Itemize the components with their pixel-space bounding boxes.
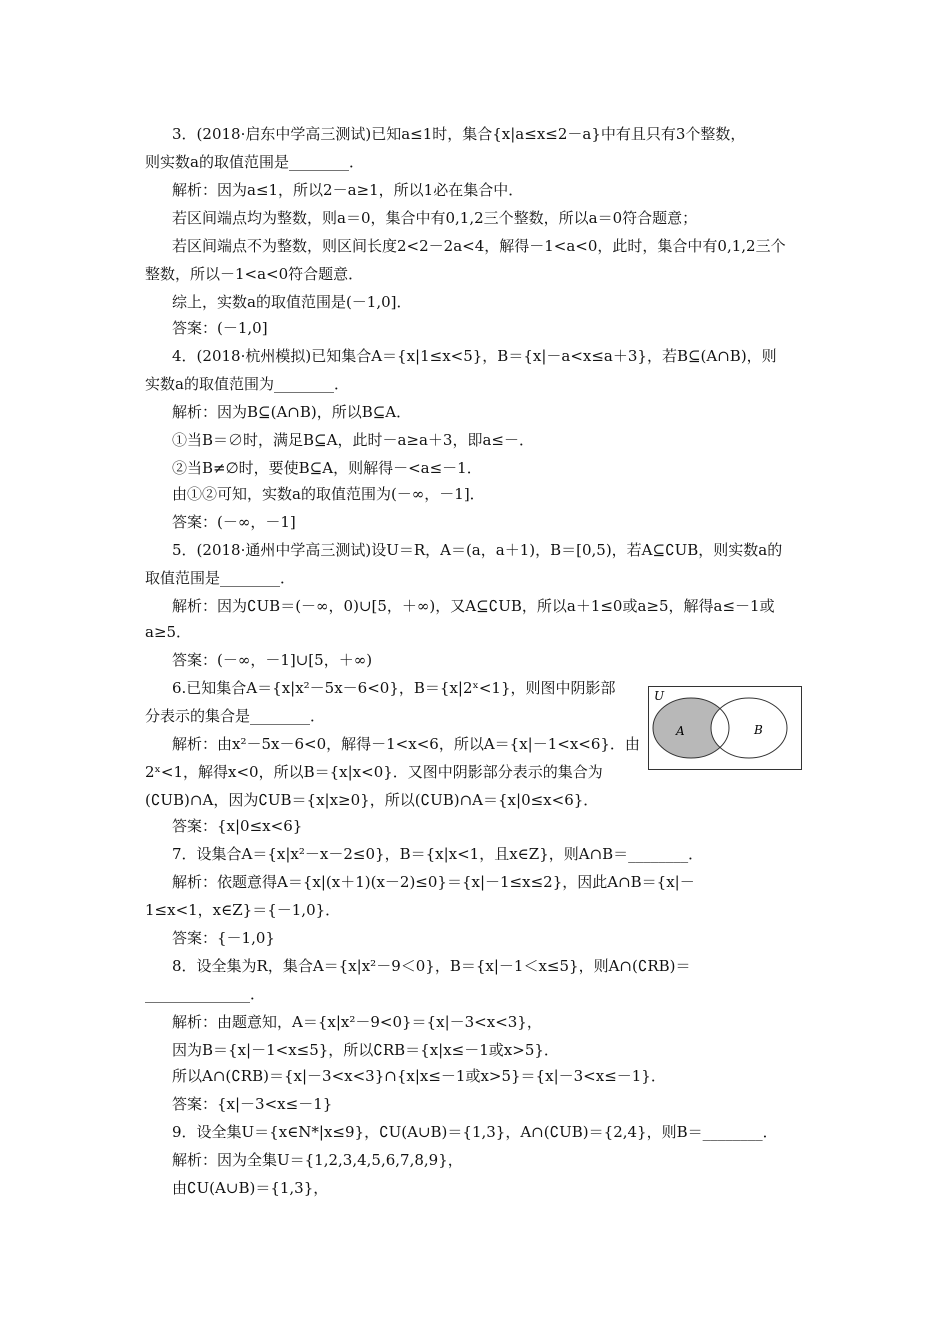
text-line: 解析：因为B⊆(A∩B)，所以B⊆A． <box>172 403 412 421</box>
text-line: 2ˣ<1，解得x<0，所以B＝{x|x<0}．又图中阴影部分表示的集合为 <box>145 763 603 781</box>
text-line: 若区间端点均为整数，则a＝0，集合中有0,1,2三个整数，所以a＝0符合题意； <box>172 209 698 227</box>
text-line: 答案：{x|0≤x<6} <box>172 817 303 835</box>
text-line: 整数，所以－1<a<0符合题意． <box>145 265 364 283</box>
text-line: ______________． <box>145 985 266 1003</box>
text-line: 取值范围是________． <box>145 569 296 587</box>
set-a-label: A <box>676 724 685 738</box>
text-line: ②当B≠∅时，要使B⊆A，则解得－<a≤－1． <box>172 459 482 477</box>
text-line: 解析：由x²－5x－6<0，解得－1<x<6，所以A＝{x|－1<x<6}．由 <box>172 735 640 753</box>
text-line: ①当B＝∅时，满足B⊆A，此时－a≥a＋3，即a≤－． <box>172 431 534 449</box>
text-line: 4．(2018·杭州模拟)已知集合A＝{x|1≤x<5}，B＝{x|－a<x≤a＋3}，若B⊆(A∩B)，则 <box>172 347 777 365</box>
text-line: 则实数a的取值范围是________． <box>145 153 364 171</box>
text-line: 综上，实数a的取值范围是(－1,0]． <box>172 293 412 311</box>
text-line: 6.已知集合A＝{x|x²－5x－6<0}，B＝{x|2ˣ<1}，则图中阴影部 <box>172 679 616 697</box>
text-line: 9．设全集U＝{x∈N*|x≤9}，∁U(A∪B)＝{1,3}，A∩(∁UB)＝{2,4}，则B＝________． <box>172 1123 778 1141</box>
text-line: 若区间端点不为整数，则区间长度2<2－2a<4，解得－1<a<0，此时，集合中有0,1,2三个 <box>172 237 786 255</box>
venn-diagram <box>648 686 802 770</box>
text-line: 答案：{x|－3<x≤－1} <box>172 1095 333 1113</box>
text-line: 由①②可知，实数a的取值范围为(－∞，－1]． <box>172 485 485 503</box>
text-line: 答案：{－1,0} <box>172 929 275 947</box>
text-line: 实数a的取值范围为________． <box>145 375 349 393</box>
text-line: 解析：因为∁UB＝(－∞，0)∪[5，＋∞)，又A⊆∁UB，所以a＋1≤0或a≥5，解得a≤－1或 <box>172 597 775 615</box>
text-line: 3．(2018·启东中学高三测试)已知a≤1时，集合{x|a≤x≤2－a}中有且只有3个整数， <box>172 125 746 143</box>
text-line: 解析：因为a≤1，所以2－a≥1，所以1必在集合中． <box>172 181 524 199</box>
text-line: 解析：因为全集U＝{1,2,3,4,5,6,7,8,9}， <box>172 1151 463 1169</box>
text-line: 7．设集合A＝{x|x²－x－2≤0}，B＝{x|x<1，且x∈Z}，则A∩B＝________． <box>172 845 704 863</box>
text-line: 1≤x<1，x∈Z}＝{－1,0}． <box>145 901 341 919</box>
text-line: 答案：(－∞，－1] <box>172 513 296 531</box>
text-line: 因为B＝{x|－1<x≤5}，所以∁RB＝{x|x≤－1或x>5}． <box>172 1041 559 1059</box>
text-line: (∁UB)∩A，因为∁UB＝{x|x≥0}，所以(∁UB)∩A＝{x|0≤x<6}． <box>145 791 599 809</box>
text-line: 分表示的集合是________． <box>145 707 326 725</box>
text-line: 由∁U(A∪B)＝{1,3}， <box>172 1179 329 1197</box>
text-line: 所以A∩(∁RB)＝{x|－3<x<3}∩{x|x≤－1或x>5}＝{x|－3<x≤－1}． <box>172 1067 666 1085</box>
text-line: 答案：(－∞，－1]∪[5，＋∞) <box>172 651 373 669</box>
universe-label: U <box>654 689 665 703</box>
text-line: 5．(2018·通州中学高三测试)设U＝R，A＝(a，a＋1)，B＝[0,5)，若A⊆∁UB，则实数a的 <box>172 541 783 559</box>
text-line: 解析：依题意得A＝{x|(x＋1)(x－2)≤0}＝{x|－1≤x≤2}，因此A∩B＝{x|－ <box>172 873 695 891</box>
text-line: 8．设全集为R，集合A＝{x|x²－9＜0}，B＝{x|－1＜x≤5}，则A∩(∁RB)＝ <box>172 957 691 975</box>
set-b-label: B <box>754 723 763 737</box>
text-line: 解析：由题意知，A＝{x|x²－9<0}＝{x|－3<x<3}， <box>172 1013 542 1031</box>
text-line: a≥5． <box>145 623 192 641</box>
text-line: 答案：(－1,0] <box>172 319 268 337</box>
